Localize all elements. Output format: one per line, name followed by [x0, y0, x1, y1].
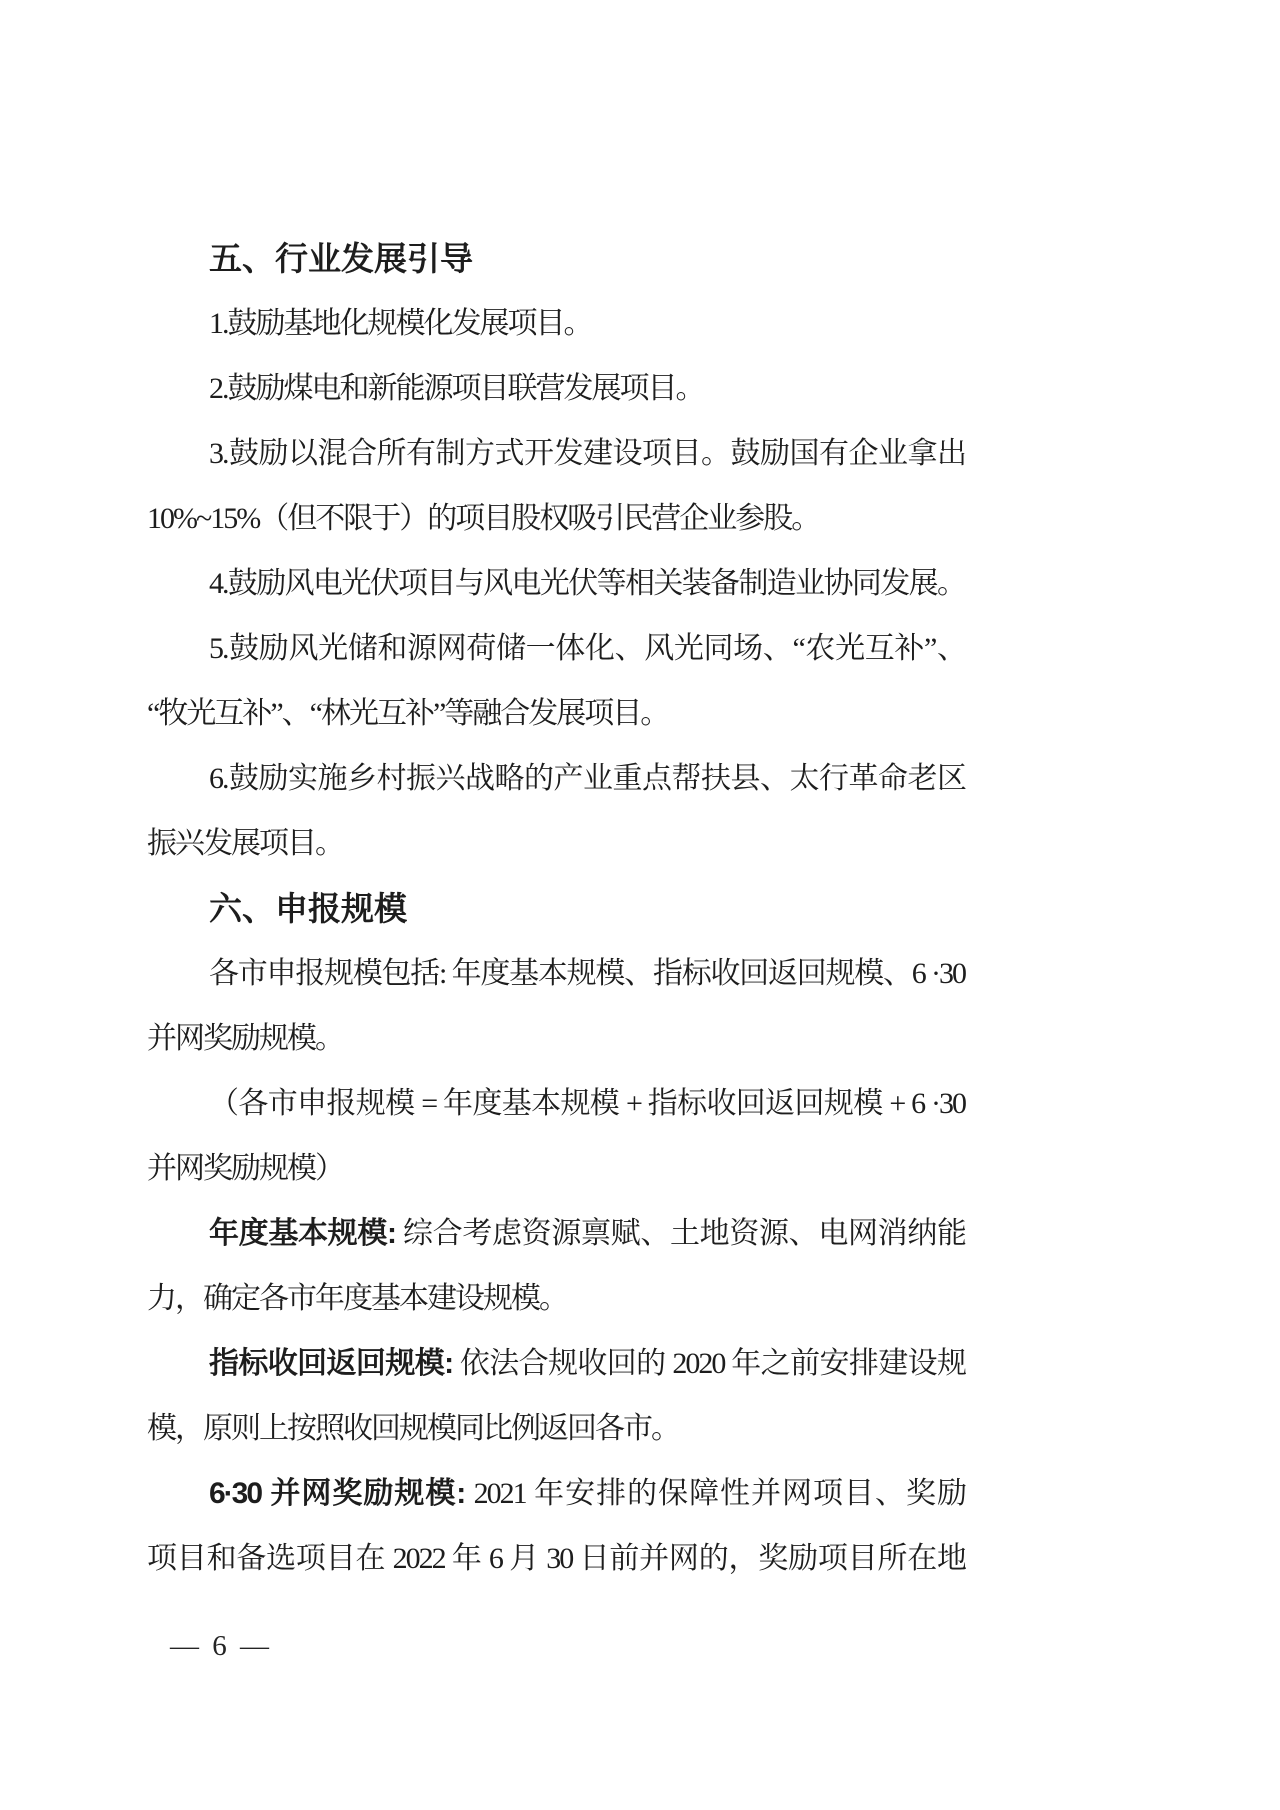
text-line	[147, 1266, 965, 1331]
text-line	[147, 1006, 965, 1071]
page-number: — 6 —	[170, 1630, 272, 1662]
text-segment: 并网奖励规模。	[147, 1022, 343, 1055]
text-segment: 6.鼓励实施乡村振兴战略的产业重点帮扶县、太行革命老区	[209, 762, 965, 795]
text-segment: 项目和备选项目在 2022 年 6 月 30 日前并网的，奖励项目所在地	[147, 1542, 965, 1575]
text-line	[147, 291, 965, 356]
bold-text-segment: 六、申报规模	[209, 890, 407, 927]
text-segment: 5.鼓励风光储和源网荷储一体化、风光同场、“农光互补”、	[209, 632, 965, 665]
text-segment: “牧光互补”、“林光互补”等融合发展项目。	[147, 697, 669, 730]
text-segment: （各市申报规模 = 年度基本规模 + 指标收回返回规模 + 6 ·30	[209, 1087, 965, 1120]
text-segment: 1.鼓励基地化规模化发展项目。	[209, 307, 592, 340]
text-line	[147, 1526, 965, 1591]
section-heading	[147, 876, 965, 941]
text-segment: 综合考虑资源禀赋、土地资源、电网消纳能	[403, 1217, 966, 1250]
text-segment: 3.鼓励以混合所有制方式开发建设项目。鼓励国有企业拿出	[209, 437, 965, 470]
text-line	[147, 421, 965, 486]
text-segment: 10%~15%（但不限于）的项目股权吸引民营企业参股。	[147, 502, 820, 535]
section-heading	[147, 226, 965, 291]
text-line	[147, 1331, 965, 1396]
bold-text-segment: 6·30 并网奖励规模:	[209, 1477, 474, 1510]
text-line	[147, 486, 965, 551]
text-line	[147, 1201, 965, 1266]
text-line	[147, 681, 965, 746]
text-segment: 振兴发展项目。	[147, 827, 343, 860]
bold-text-segment: 五、行业发展引导	[209, 240, 473, 277]
bold-text-segment: 指标收回返回规模:	[209, 1347, 460, 1380]
text-line	[147, 1396, 965, 1461]
text-segment: 依法合规收回的 2020 年之前安排建设规	[459, 1347, 966, 1380]
text-segment: 2.鼓励煤电和新能源项目联营发展项目。	[209, 372, 704, 405]
text-line	[147, 941, 965, 1006]
text-line	[147, 1071, 965, 1136]
text-segment: 并网奖励规模）	[147, 1152, 343, 1185]
text-line	[147, 1461, 965, 1526]
text-segment: 模，原则上按照收回规模同比例返回各市。	[147, 1412, 679, 1445]
text-segment: 2021 年安排的保障性并网项目、奖励	[473, 1477, 965, 1510]
text-line	[147, 356, 965, 421]
text-line	[147, 551, 965, 616]
text-line	[147, 1136, 965, 1201]
text-line	[147, 746, 965, 811]
text-segment: 力，确定各市年度基本建设规模。	[147, 1282, 567, 1315]
text-line	[147, 811, 965, 876]
text-line	[147, 616, 965, 681]
bold-text-segment: 年度基本规模:	[209, 1217, 403, 1250]
text-segment: 4.鼓励风电光伏项目与风电光伏等相关装备制造业协同发展。	[209, 567, 965, 600]
document-body	[147, 226, 965, 1591]
text-segment: 各市申报规模包括: 年度基本规模、指标收回返回规模、6 ·30	[209, 957, 965, 990]
